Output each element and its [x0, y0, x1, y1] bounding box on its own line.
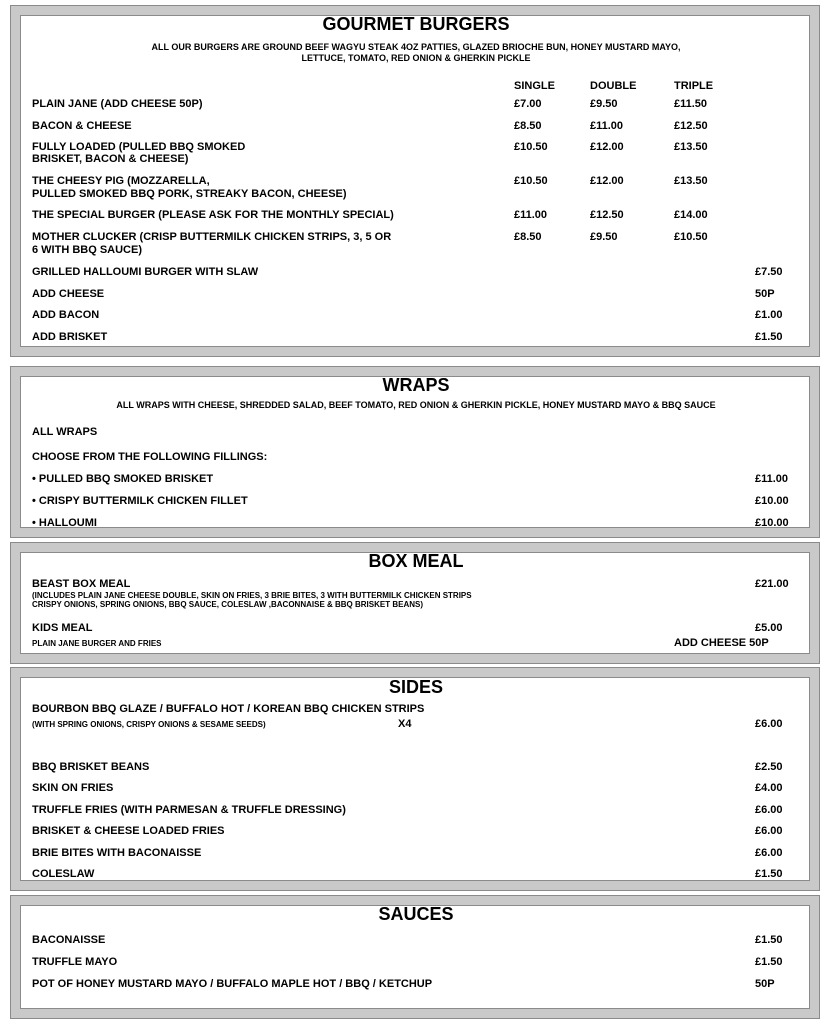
burger-name: BACON & CHEESE — [32, 120, 132, 132]
burger-price-single: £10.50 — [514, 141, 548, 153]
burgers-title: GOURMET BURGERS — [322, 14, 510, 34]
burger-price-single: £11.00 — [514, 209, 548, 221]
col-header-double: DOUBLE — [590, 80, 637, 92]
chicken-strips-desc: (WITH SPRING ONIONS, CRISPY ONIONS & SESAME SEEDS) — [32, 720, 266, 729]
wrap-filling: • HALLOUMI — [32, 517, 97, 529]
burger-price-triple: £14.00 — [674, 209, 708, 221]
col-header-single: SINGLE — [514, 80, 555, 92]
burger-price-single: £8.50 — [514, 231, 542, 243]
sauce-price: £1.50 — [755, 956, 783, 968]
burger-price-double: £12.00 — [590, 141, 624, 153]
burger-price-single: £7.00 — [514, 98, 542, 110]
beast-box-desc-1: (INCLUDES PLAIN JANE CHEESE DOUBLE, SKIN ON FRIES, 3 BRIE BITES, 3 WITH BUTTERMILK CHICKEN STRIPS — [32, 591, 472, 600]
burger-price-triple: £12.50 — [674, 120, 708, 132]
extra-price: £1.50 — [755, 331, 783, 343]
burger-price-double: £9.50 — [590, 98, 618, 110]
wrap-filling: • PULLED BBQ SMOKED BRISKET — [32, 473, 214, 485]
side-name: BRIE BITES WITH BACONAISSE — [32, 847, 202, 859]
extra-price: 50P — [755, 288, 775, 300]
kids-meal-addon: ADD CHEESE 50P — [674, 637, 769, 649]
side-price: £6.00 — [755, 825, 783, 837]
burger-price-single: £8.50 — [514, 120, 542, 132]
side-price: £1.50 — [755, 868, 783, 880]
side-name: TRUFFLE FRIES (WITH PARMESAN & TRUFFLE DRESSING) — [32, 804, 346, 816]
wrap-price: £11.00 — [755, 473, 789, 485]
burger-name: MOTHER CLUCKER (CRISP BUTTERMILK CHICKEN STRIPS, 3, 5 OR — [32, 231, 392, 243]
burger-name: FULLY LOADED (PULLED BBQ SMOKED — [32, 141, 246, 153]
wraps-subtitle: ALL WRAPS WITH CHEESE, SHREDDED SALAD, BEEF TOMATO, RED ONION & GHERKIN PICKLE, HONEY MUSTARD MAYO & BBQ SAUCE — [116, 400, 716, 410]
wrap-price: £10.00 — [755, 495, 789, 507]
burger-price-single: £10.50 — [514, 175, 548, 187]
extra-price: £1.00 — [755, 309, 783, 321]
extra-name: GRILLED HALLOUMI BURGER WITH SLAW — [32, 266, 259, 278]
side-name: SKIN ON FRIES — [32, 782, 114, 794]
burger-name: THE SPECIAL BURGER (PLEASE ASK FOR THE MONTHLY SPECIAL) — [32, 209, 394, 221]
burger-price-double: £11.00 — [590, 120, 624, 132]
burger-name-line2: PULLED SMOKED BBQ PORK, STREAKY BACON, CHEESE) — [32, 188, 347, 200]
extra-name: ADD BACON — [32, 309, 100, 321]
wraps-all-label: ALL WRAPS — [32, 426, 98, 438]
extra-name: ADD BRISKET — [32, 331, 108, 343]
extra-price: £7.50 — [755, 266, 783, 278]
burger-price-triple: £11.50 — [674, 98, 708, 110]
side-price: £4.00 — [755, 782, 783, 794]
wraps-choose-label: CHOOSE FROM THE FOLLOWING FILLINGS: — [32, 451, 268, 463]
extra-name: ADD CHEESE — [32, 288, 105, 300]
wraps-title: WRAPS — [382, 375, 450, 395]
side-name: COLESLAW — [32, 868, 95, 880]
burger-name-line2: BRISKET, BACON & CHEESE) — [32, 153, 189, 165]
kids-meal-name: KIDS MEAL — [32, 622, 93, 634]
sides-title: SIDES — [388, 677, 444, 697]
side-name: BRISKET & CHEESE LOADED FRIES — [32, 825, 225, 837]
burger-price-triple: £10.50 — [674, 231, 708, 243]
sauce-name: POT OF HONEY MUSTARD MAYO / BUFFALO MAPLE HOT / BBQ / KETCHUP — [32, 978, 433, 990]
kids-meal-price: £5.00 — [755, 622, 783, 634]
beast-box-name: BEAST BOX MEAL — [32, 578, 131, 590]
burgers-subtitle-2: LETTUCE, TOMATO, RED ONION & GHERKIN PICKLE — [301, 53, 531, 63]
sauces-title: SAUCES — [378, 904, 454, 924]
sauce-name: BACONAISSE — [32, 934, 106, 946]
burger-name-line2: 6 WITH BBQ SAUCE) — [32, 244, 142, 256]
burger-price-triple: £13.50 — [674, 175, 708, 187]
burger-name: PLAIN JANE (ADD CHEESE 50P) — [32, 98, 203, 110]
burger-price-double: £12.00 — [590, 175, 624, 187]
burger-price-triple: £13.50 — [674, 141, 708, 153]
chicken-strips-name: BOURBON BBQ GLAZE / BUFFALO HOT / KOREAN BBQ CHICKEN STRIPS — [32, 703, 425, 715]
side-price: £6.00 — [755, 847, 783, 859]
burger-price-double: £9.50 — [590, 231, 618, 243]
burger-name: THE CHEESY PIG (MOZZARELLA, — [32, 175, 210, 187]
kids-meal-desc: PLAIN JANE BURGER AND FRIES — [32, 639, 162, 648]
chicken-strips-price: £6.00 — [755, 718, 783, 730]
side-name: BBQ BRISKET BEANS — [32, 761, 150, 773]
beast-box-desc-2: CRISPY ONIONS, SPRING ONIONS, BBQ SAUCE, COLESLAW ,BACONNAISE & BBQ BRISKET BEANS) — [32, 600, 423, 609]
chicken-strips-qty: X4 — [398, 718, 412, 730]
side-price: £6.00 — [755, 804, 783, 816]
wrap-filling: • CRISPY BUTTERMILK CHICKEN FILLET — [32, 495, 248, 507]
sauce-name: TRUFFLE MAYO — [32, 956, 118, 968]
burger-price-double: £12.50 — [590, 209, 624, 221]
box-title: BOX MEAL — [368, 551, 464, 571]
sauce-price: 50P — [755, 978, 775, 990]
sauce-price: £1.50 — [755, 934, 783, 946]
beast-box-price: £21.00 — [755, 578, 789, 590]
wrap-price: £10.00 — [755, 517, 789, 529]
side-price: £2.50 — [755, 761, 783, 773]
col-header-triple: TRIPLE — [674, 80, 714, 92]
burgers-subtitle-1: ALL OUR BURGERS ARE GROUND BEEF WAGYU STEAK 4OZ PATTIES, GLAZED BRIOCHE BUN, HONEY MUSTARD MAYO, — [151, 42, 681, 52]
